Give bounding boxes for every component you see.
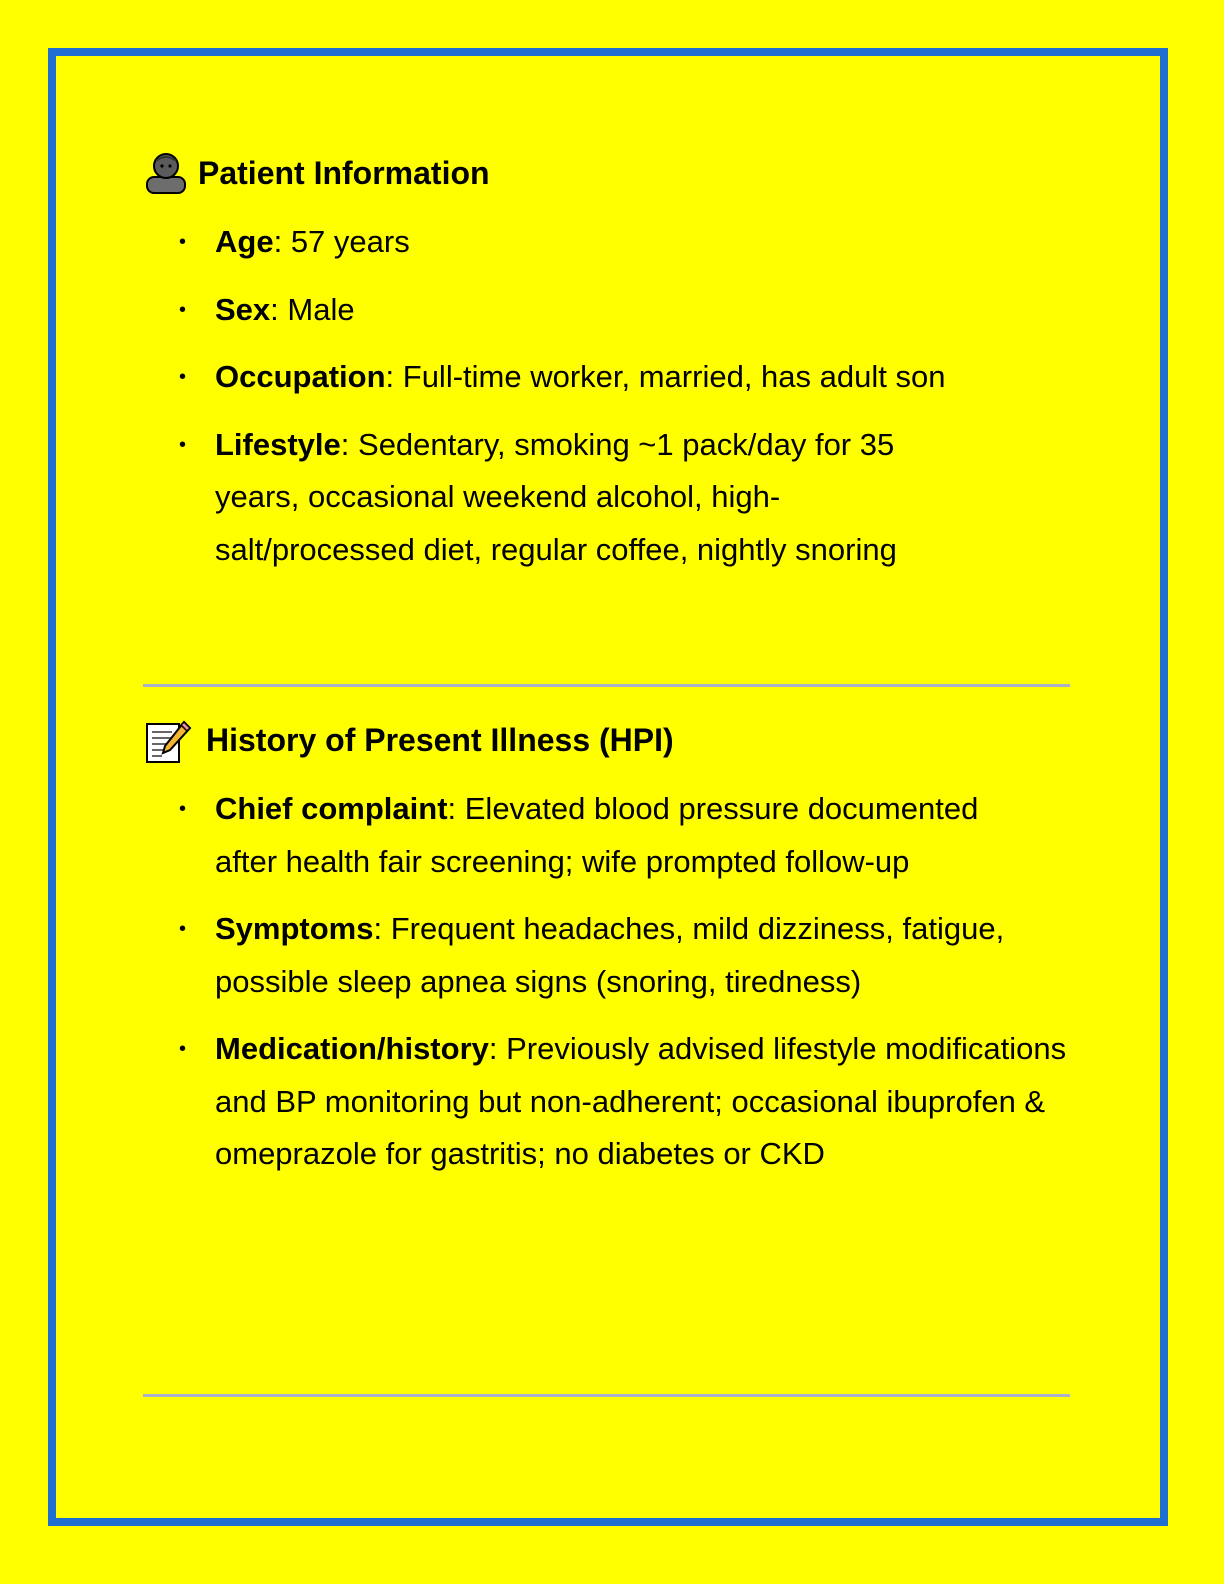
patient-information-list bbox=[144, 216, 1074, 576]
section-divider bbox=[143, 684, 1070, 687]
hpi-list bbox=[144, 783, 1074, 1181]
list-item-age bbox=[144, 216, 1074, 269]
section-divider bbox=[143, 1394, 1070, 1397]
bullet: • bbox=[179, 798, 187, 820]
item-label: Chief complaint bbox=[215, 791, 448, 826]
item-text: Frequent headaches, mild dizziness, fatigue, possible sleep apnea signs (snoring, tiredness) bbox=[215, 911, 1005, 999]
item-text: Male bbox=[278, 291, 355, 327]
item-label: Sex bbox=[215, 291, 271, 327]
item-label: Medication/history bbox=[215, 1031, 489, 1066]
item-text: Sedentary, smoking ~1 pack/day for 35 years, occasional weekend alcohol, high-salt/processed diet, regular coffee, nightly snoring bbox=[215, 426, 897, 567]
list-item-lifestyle bbox=[144, 419, 1074, 577]
patient-information-section bbox=[144, 148, 1074, 591]
list-item-chief-complaint bbox=[144, 783, 1074, 888]
item-separator: : bbox=[385, 359, 395, 394]
item-separator: : bbox=[270, 291, 279, 327]
hpi-section bbox=[144, 715, 1074, 1196]
bullet: • bbox=[179, 298, 187, 321]
patient-information-heading bbox=[144, 148, 1074, 198]
bullet: • bbox=[179, 231, 187, 253]
item-text: Full-time worker, married, has adult son bbox=[394, 359, 946, 394]
item-text: Previously advised lifestyle modifications and BP monitoring but non-adherent; occasional ibuprofen & omeprazole for gastritis; no diabetes or CKD bbox=[215, 1031, 1067, 1171]
list-item-medication-history bbox=[144, 1023, 1074, 1181]
item-label: Symptoms bbox=[215, 911, 374, 946]
item-separator: : bbox=[488, 1031, 498, 1066]
item-text: 57 years bbox=[282, 224, 410, 259]
item-separator: : bbox=[340, 426, 350, 462]
person-icon bbox=[144, 151, 188, 195]
bullet: • bbox=[179, 433, 187, 456]
item-separator: : bbox=[273, 224, 283, 259]
section-title: Patient Information bbox=[198, 155, 490, 191]
memo-icon bbox=[144, 718, 192, 762]
list-item-sex bbox=[144, 284, 1074, 337]
list-item-occupation bbox=[144, 351, 1074, 404]
bullet: • bbox=[179, 1038, 187, 1060]
item-label: Occupation bbox=[215, 359, 386, 394]
bullet: • bbox=[179, 918, 187, 940]
item-text: Elevated blood pressure documented after health fair screening; wife prompted follow-up bbox=[215, 791, 979, 879]
item-separator: : bbox=[373, 911, 383, 946]
bullet: • bbox=[179, 366, 187, 388]
section-title: History of Present Illness (HPI) bbox=[206, 722, 674, 758]
hpi-heading bbox=[144, 715, 1074, 765]
item-label: Lifestyle bbox=[215, 426, 341, 462]
list-item-symptoms bbox=[144, 903, 1074, 1008]
item-label: Age bbox=[215, 224, 274, 259]
item-separator: : bbox=[447, 791, 457, 826]
